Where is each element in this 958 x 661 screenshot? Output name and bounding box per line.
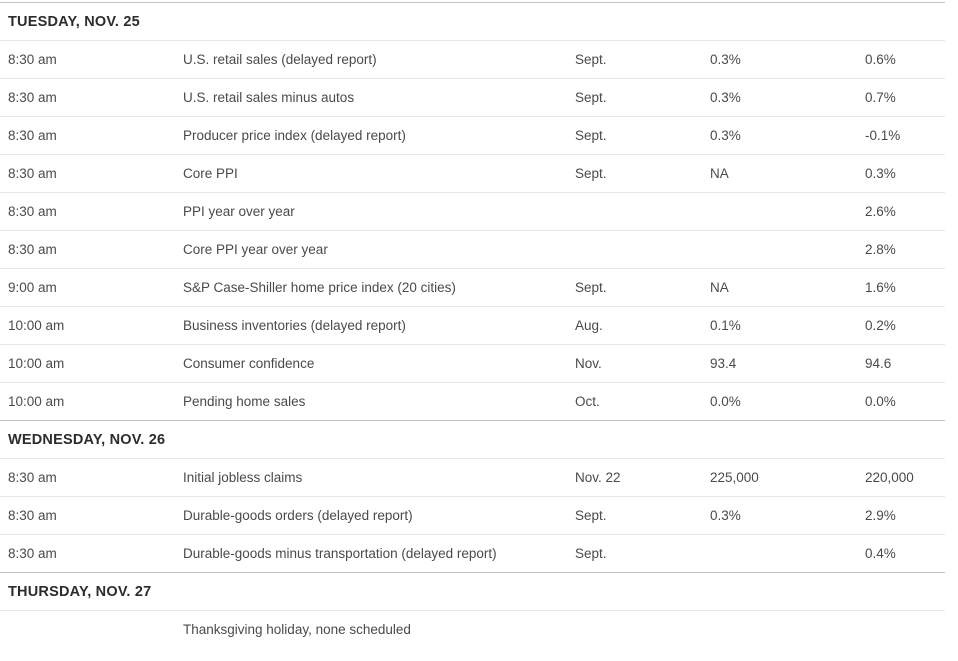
section-header: THURSDAY, NOV. 27 [8, 583, 152, 600]
report-cell: Durable-goods minus transportation (delayed report) [183, 546, 497, 561]
time-cell: 8:30 am [8, 128, 57, 143]
calendar-row [0, 116, 945, 154]
time-cell: 8:30 am [8, 90, 57, 105]
report-cell: Core PPI year over year [183, 242, 328, 257]
report-cell: PPI year over year [183, 204, 295, 219]
calendar-section [0, 420, 945, 572]
calendar-row [0, 344, 945, 382]
previous-cell: 0.7% [865, 90, 896, 105]
calendar-row [0, 40, 945, 78]
period-cell: Sept. [575, 128, 607, 143]
section-rows [0, 610, 945, 648]
time-cell: 10:00 am [8, 318, 65, 333]
forecast-cell: NA [710, 280, 729, 295]
report-cell: Initial jobless claims [183, 470, 303, 485]
forecast-cell: 0.3% [710, 52, 741, 67]
period-cell: Aug. [575, 318, 603, 333]
calendar-row [0, 154, 945, 192]
calendar-row [0, 306, 945, 344]
calendar-row [0, 534, 945, 572]
period-cell: Oct. [575, 394, 600, 409]
forecast-cell: 0.3% [710, 508, 741, 523]
period-cell: Sept. [575, 508, 607, 523]
report-cell: Thanksgiving holiday, none scheduled [183, 622, 411, 637]
section-header: TUESDAY, NOV. 25 [8, 13, 140, 30]
period-cell: Sept. [575, 546, 607, 561]
report-cell: U.S. retail sales minus autos [183, 90, 355, 105]
report-cell: U.S. retail sales (delayed report) [183, 52, 377, 67]
calendar-row [0, 458, 945, 496]
previous-cell: 2.6% [865, 204, 896, 219]
forecast-cell: 0.3% [710, 90, 741, 105]
previous-cell: 2.8% [865, 242, 896, 257]
report-cell: Producer price index (delayed report) [183, 128, 406, 143]
calendar-section [0, 2, 945, 420]
period-cell: Sept. [575, 280, 607, 295]
time-cell: 10:00 am [8, 356, 65, 371]
report-cell: Durable-goods orders (delayed report) [183, 508, 413, 523]
forecast-cell: 225,000 [710, 470, 759, 485]
previous-cell: -0.1% [865, 128, 901, 143]
calendar-row [0, 268, 945, 306]
report-cell: Consumer confidence [183, 356, 315, 371]
forecast-cell: 0.1% [710, 318, 741, 333]
calendar-section [0, 572, 945, 648]
period-cell: Nov. [575, 356, 602, 371]
period-cell: Sept. [575, 90, 607, 105]
section-rows [0, 40, 945, 420]
period-cell: Sept. [575, 52, 607, 67]
time-cell: 8:30 am [8, 470, 57, 485]
report-cell: Business inventories (delayed report) [183, 318, 406, 333]
calendar-row [0, 496, 945, 534]
forecast-cell: 93.4 [710, 356, 737, 371]
calendar-row [0, 192, 945, 230]
time-cell: 8:30 am [8, 204, 57, 219]
previous-cell: 0.3% [865, 166, 896, 181]
report-cell: Core PPI [183, 166, 238, 181]
time-cell: 8:30 am [8, 508, 57, 523]
previous-cell: 0.2% [865, 318, 896, 333]
calendar-row [0, 78, 945, 116]
previous-cell: 1.6% [865, 280, 896, 295]
report-cell: S&P Case-Shiller home price index (20 cities) [183, 280, 456, 295]
time-cell: 10:00 am [8, 394, 65, 409]
report-cell: Pending home sales [183, 394, 306, 409]
section-header: WEDNESDAY, NOV. 26 [8, 431, 166, 448]
forecast-cell: 0.0% [710, 394, 741, 409]
previous-cell: 94.6 [865, 356, 892, 371]
calendar-row [0, 382, 945, 420]
time-cell: 8:30 am [8, 166, 57, 181]
period-cell: Sept. [575, 166, 607, 181]
time-cell: 8:30 am [8, 52, 57, 67]
time-cell: 8:30 am [8, 242, 57, 257]
forecast-cell: 0.3% [710, 128, 741, 143]
forecast-cell: NA [710, 166, 729, 181]
calendar-row [0, 230, 945, 268]
previous-cell: 2.9% [865, 508, 896, 523]
previous-cell: 220,000 [865, 470, 914, 485]
previous-cell: 0.6% [865, 52, 896, 67]
time-cell: 9:00 am [8, 280, 57, 295]
time-cell: 8:30 am [8, 546, 57, 561]
calendar-row [0, 610, 945, 648]
section-rows [0, 458, 945, 572]
previous-cell: 0.0% [865, 394, 896, 409]
previous-cell: 0.4% [865, 546, 896, 561]
period-cell: Nov. 22 [575, 470, 621, 485]
